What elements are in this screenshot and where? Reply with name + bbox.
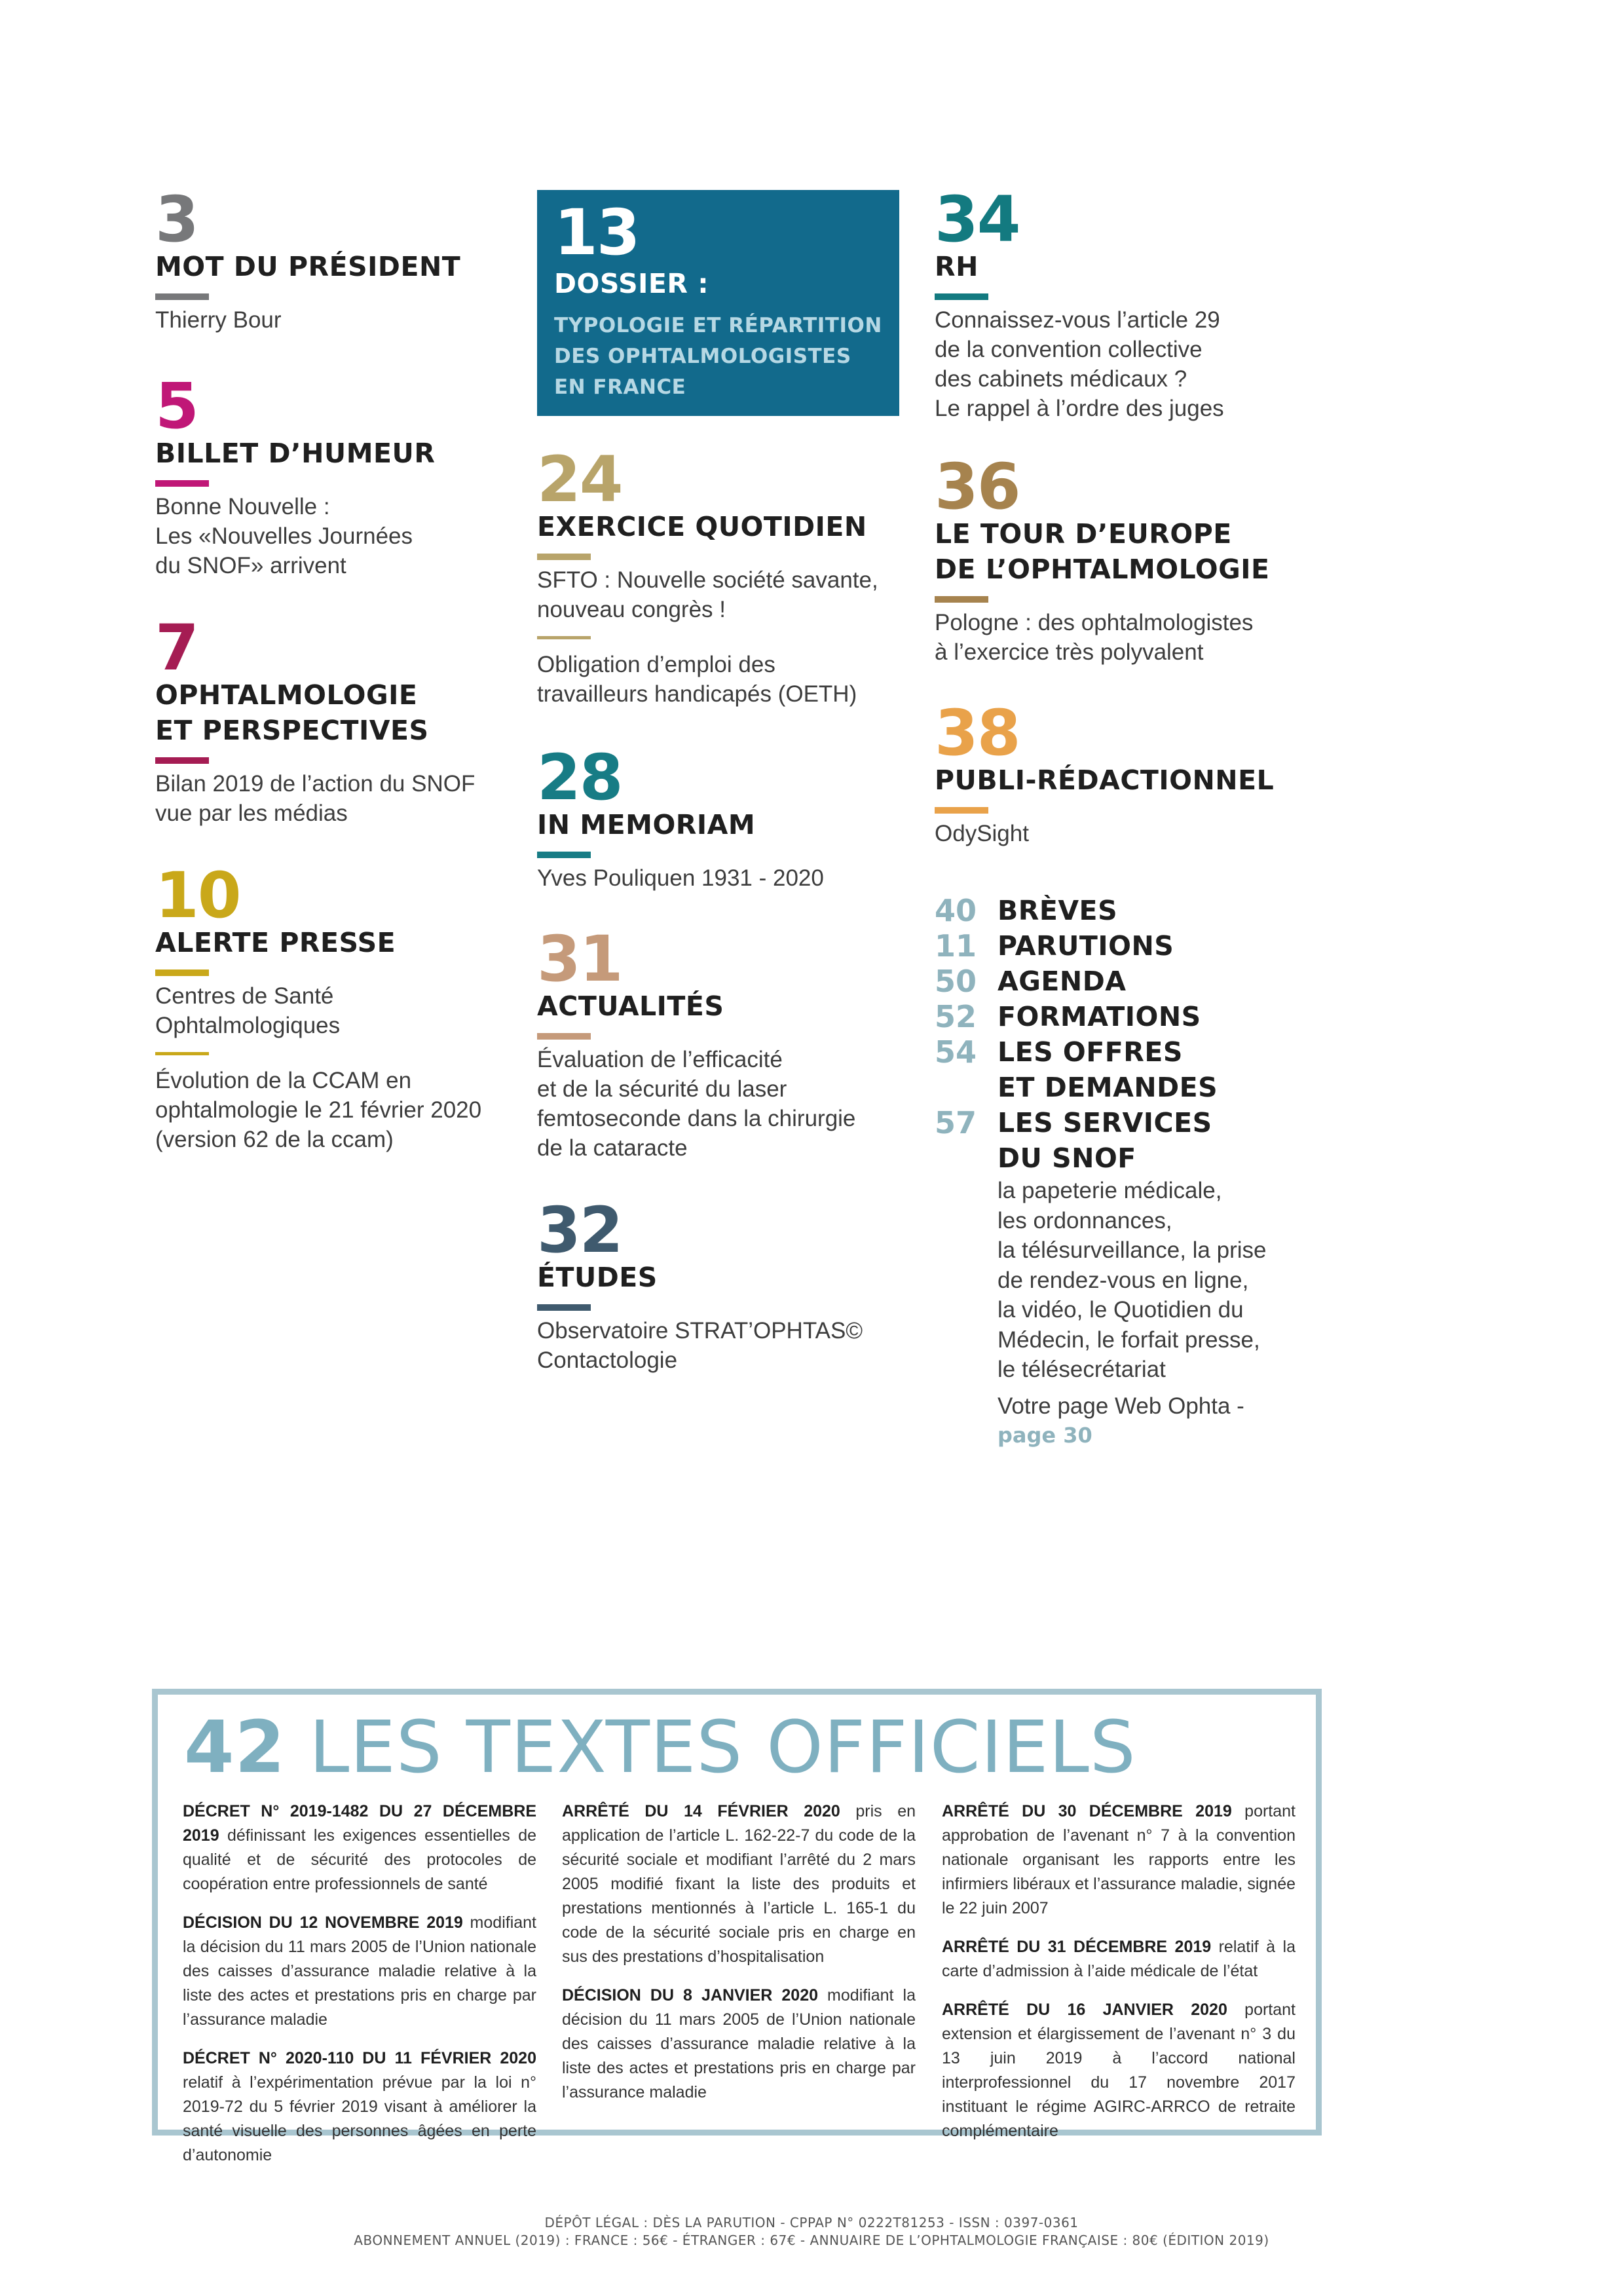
color-bar: [537, 1304, 591, 1311]
text-line: Ophtalmologiques: [155, 1013, 341, 1038]
dossier-subtitle: [554, 311, 884, 403]
divider: [537, 636, 591, 639]
color-bar: [935, 596, 988, 603]
section-description: [537, 1316, 904, 1375]
entry-text: relatif à l’expérimentation prévue par la loi n° 2019-72 du 5 février 2019 visant à améliorer la santé visuelle des personnes âgées en perte d’autonomie: [183, 2073, 536, 2164]
section-description: [935, 608, 1341, 667]
text-line: Évaluation de l’efficacité: [537, 1047, 783, 1072]
brief-label: FORMATIONS: [998, 1001, 1201, 1032]
toc-column-3: [935, 183, 1341, 1450]
page-number: 52: [935, 999, 977, 1034]
text-line: Médecin, le forfait presse,: [998, 1327, 1260, 1353]
entry-text: pris en application de l’article L. 162-22-7 du code de la sécurité sociale et modifiant l’arrêté du 2 mars 2005 modifié fixant la liste des produits et prestations mentionnés à l’article L. 165-1 du code de la sécurité sociale pris en charge en sus des prestations d’hospitalisation: [562, 1802, 916, 1966]
text-line: nouveau congrès !: [537, 597, 726, 622]
text-line: du SNOF» arrivent: [155, 553, 346, 578]
dossier-title: DOSSIER :: [554, 268, 709, 299]
entry-text: portant extension et élargissement de l’avenant n° 3 du 13 juin 2019 à l’accord national interprofessionnel du 17 novembre 2017 instituant le régime AGIRC-ARRCO de retraite complémentaire: [942, 2001, 1296, 2140]
text-line: (version 62 de la ccam): [155, 1127, 394, 1152]
subtitle-line: TYPOLOGIE ET RÉPARTITION: [554, 314, 882, 337]
official-entry: [942, 1799, 1296, 1921]
section-title: PUBLI-RÉDACTIONNEL: [935, 764, 1275, 796]
color-bar: [155, 757, 209, 764]
color-bar: [935, 807, 988, 814]
label-line: LES SERVICES: [998, 1107, 1212, 1139]
text-line: la papeterie médicale,: [998, 1178, 1222, 1203]
text-line: de la convention collective: [935, 337, 1203, 362]
page-number: 28: [537, 741, 622, 814]
page-number: 11: [935, 928, 977, 964]
title-line: ET PERSPECTIVES: [155, 715, 429, 746]
entry-text: relatif à la carte d’admission à l’aide médicale de l’état: [942, 1938, 1296, 1980]
toc-entry[interactable]: [935, 183, 1341, 423]
page-number: 57: [935, 1105, 977, 1140]
label-line: LES OFFRES: [998, 1036, 1183, 1068]
toc-entry[interactable]: [537, 922, 904, 1163]
entry-text: modifiant la décision du 11 mars 2005 de l’Union nationale des caisses d’assurance maladie relative à la liste des actes et prestations pris en charge par l’assurance maladie: [562, 1986, 916, 2101]
section-title: ACTUALITÉS: [537, 990, 724, 1022]
brief-label: PARUTIONS: [998, 930, 1174, 962]
section-description: [537, 1045, 904, 1163]
text-line: Obligation d’emploi des: [537, 652, 775, 677]
entry-text: modifiant la décision du 11 mars 2005 de l’Union nationale des caisses d’assurance maladie relative à la liste des actes et prestations pris en charge par l’assurance maladie: [183, 1913, 536, 2029]
text-line: Pologne : des ophtalmologistes: [935, 610, 1254, 635]
color-bar: [537, 1033, 591, 1040]
section-title: [935, 516, 1341, 587]
text-line: Observatoire STRAT’OPHTAS©: [537, 1318, 863, 1344]
section-description: [155, 981, 509, 1040]
text-line: la vidéo, le Quotidien du: [998, 1297, 1244, 1323]
brief-label: [998, 1105, 1212, 1176]
text-line: les ordonnances,: [998, 1207, 1172, 1233]
brief-item[interactable]: [935, 1105, 1341, 1176]
title-line: LE TOUR D’EUROPE: [935, 518, 1232, 550]
section-title: [155, 677, 509, 748]
page-number: 7: [155, 611, 198, 685]
page-number: 42: [184, 1705, 286, 1789]
page-number: 3: [155, 183, 198, 256]
entry-text: définissant les exigences essentielles de qualité et de sécurité des protocoles de coopération entre professionnels de santé: [183, 1826, 536, 1893]
text-line: Connaissez-vous l’article 29: [935, 307, 1220, 333]
text-line: des cabinets médicaux ?: [935, 366, 1187, 392]
page-number: 13: [554, 196, 639, 269]
text-line: vue par les médias: [155, 800, 348, 826]
section-description: [935, 305, 1341, 423]
text-line: femtoseconde dans la chirurgie: [537, 1106, 856, 1131]
page-number: 40: [935, 893, 977, 928]
section-title: MOT DU PRÉSIDENT: [155, 251, 461, 282]
text-line: de la cataracte: [537, 1135, 688, 1161]
toc-entry[interactable]: [935, 696, 1341, 848]
section-description: [155, 769, 509, 828]
briefs-list: [935, 893, 1341, 1450]
color-bar: [537, 852, 591, 858]
legal-footer: [0, 2214, 1623, 2249]
title-line: DE L’OPHTALMOLOGIE: [935, 554, 1270, 585]
section-title: ÉTUDES: [537, 1262, 658, 1293]
official-column-1: [183, 1799, 536, 2182]
official-entry: [183, 1911, 536, 2032]
page-number: 34: [935, 183, 1020, 256]
entry-heading: ARRÊTÉ DU 16 JANVIER 2020: [942, 2001, 1227, 2019]
title-line: OPHTALMOLOGIE: [155, 679, 418, 711]
divider: [155, 1052, 209, 1055]
brief-label: [998, 1034, 1218, 1105]
page-number: 38: [935, 696, 1020, 770]
text-line: le télésecrétariat: [998, 1357, 1166, 1382]
official-column-2: [562, 1799, 916, 2119]
brief-label: AGENDA: [998, 966, 1127, 997]
text-line: à l’exercice très polyvalent: [935, 639, 1204, 665]
text-line: Les «Nouvelles Journées: [155, 523, 413, 549]
text-line: Évolution de la CCAM en: [155, 1068, 412, 1093]
text-line: ophtalmologie le 21 février 2020: [155, 1097, 482, 1123]
text-line: Bilan 2019 de l’action du SNOF: [155, 771, 476, 797]
section-description: OdySight: [935, 821, 1029, 846]
entry-heading: DÉCISION DU 8 JANVIER 2020: [562, 1986, 819, 2004]
page-number: 32: [537, 1194, 622, 1267]
toc-entry[interactable]: [155, 183, 509, 335]
dossier-box[interactable]: [537, 190, 899, 416]
toc-column-2: [537, 190, 904, 1375]
brief-item[interactable]: [935, 999, 1341, 1034]
label-line: ET DEMANDES: [998, 1072, 1218, 1103]
subtitle-line: DES OPHTALMOLOGISTES: [554, 345, 851, 368]
toc-entry[interactable]: [537, 741, 904, 893]
section-description: [155, 492, 509, 580]
page-number: 24: [537, 443, 622, 516]
entry-text: portant approbation de l’avenant n° 7 à la convention nationale organisant les rapports entre les infirmiers libéraux et l’assurance maladie, signée le 22 juin 2007: [942, 1802, 1296, 1917]
toc-entry[interactable]: [935, 450, 1341, 667]
entry-heading: DÉCRET N° 2019-1482 DU 27 DÉCEMBRE 2019: [183, 1802, 536, 1845]
text-line: Centres de Santé: [155, 983, 334, 1009]
web-page-text: Votre page Web Ophta -: [998, 1393, 1244, 1419]
web-page-link[interactable]: page 30: [998, 1423, 1092, 1448]
toc-entry[interactable]: [155, 859, 509, 1154]
brief-item[interactable]: [935, 893, 1341, 928]
section-title: BILLET D’HUMEUR: [155, 438, 436, 469]
color-bar: [155, 969, 209, 976]
official-entry: [942, 1935, 1296, 1984]
brief-item[interactable]: [935, 1034, 1341, 1105]
official-texts-title[interactable]: [184, 1701, 1136, 1793]
entry-heading: ARRÊTÉ DU 30 DÉCEMBRE 2019: [942, 1802, 1232, 1820]
official-texts-box: [152, 1689, 1322, 2164]
brief-item[interactable]: [935, 928, 1341, 964]
entry-heading: DÉCISION DU 12 NOVEMBRE 2019: [183, 1913, 463, 1932]
page-number: 5: [155, 369, 198, 443]
subtitle-line: EN FRANCE: [554, 375, 686, 399]
entry-heading: ARRÊTÉ DU 31 DÉCEMBRE 2019: [942, 1938, 1212, 1956]
official-entry: [562, 1799, 916, 1969]
toc-entry[interactable]: [155, 369, 509, 580]
page-number: 50: [935, 964, 977, 999]
text-line: Contactologie: [537, 1347, 678, 1373]
brief-item[interactable]: [935, 964, 1341, 999]
section-description: Thierry Bour: [155, 307, 282, 333]
toc-entry[interactable]: [155, 611, 509, 828]
text-line: travailleurs handicapés (OETH): [537, 681, 857, 707]
section-title: EXERCICE QUOTIDIEN: [537, 511, 867, 542]
section-description: [537, 650, 904, 709]
toc-entry[interactable]: [537, 1194, 904, 1375]
section-description: [537, 565, 904, 624]
entry-heading: DÉCRET N° 2020-110 DU 11 FÉVRIER 2020: [183, 2049, 536, 2067]
official-column-3: [942, 1799, 1296, 2158]
toc-entry[interactable]: [537, 443, 904, 709]
color-bar: [935, 293, 988, 300]
official-title-text: LES TEXTES OFFICIELS: [309, 1705, 1136, 1789]
color-bar: [155, 293, 209, 300]
toc-column-1: [155, 183, 509, 1154]
services-description: [998, 1176, 1341, 1385]
text-line: Bonne Nouvelle :: [155, 494, 330, 519]
official-entry: [942, 1998, 1296, 2143]
official-entry: [183, 2046, 536, 2168]
text-line: SFTO : Nouvelle société savante,: [537, 567, 878, 593]
footer-line: ABONNEMENT ANNUEL (2019) : FRANCE : 56€ - ÉTRANGER : 67€ - ANNUAIRE DE L’OPHTALMOLOGIE FRANÇAISE : 80€ (ÉDITION 2019): [354, 2232, 1269, 2248]
official-entry: [562, 1984, 916, 2105]
brief-label: BRÈVES: [998, 895, 1118, 926]
color-bar: [537, 554, 591, 560]
text-line: et de la sécurité du laser: [537, 1076, 787, 1102]
official-entry: [183, 1799, 536, 1896]
label-line: DU SNOF: [998, 1142, 1136, 1174]
section-title: IN MEMORIAM: [537, 809, 756, 840]
footer-line: DÉPÔT LÉGAL : DÈS LA PARUTION - CPPAP N° 0222T81253 - ISSN : 0397-0361: [544, 2215, 1079, 2230]
section-description: [155, 1066, 509, 1154]
section-title: ALERTE PRESSE: [155, 927, 396, 958]
entry-heading: ARRÊTÉ DU 14 FÉVRIER 2020: [562, 1802, 840, 1820]
page-number: 36: [935, 450, 1020, 523]
page-number: 10: [155, 859, 240, 932]
text-line: la télésurveillance, la prise: [998, 1237, 1267, 1263]
section-description: Yves Pouliquen 1931 - 2020: [537, 865, 824, 891]
page-number: 54: [935, 1034, 977, 1070]
text-line: Le rappel à l’ordre des juges: [935, 396, 1224, 421]
color-bar: [155, 480, 209, 487]
page-number: 31: [537, 922, 622, 996]
section-title: RH: [935, 251, 979, 282]
text-line: de rendez-vous en ligne,: [998, 1267, 1249, 1293]
